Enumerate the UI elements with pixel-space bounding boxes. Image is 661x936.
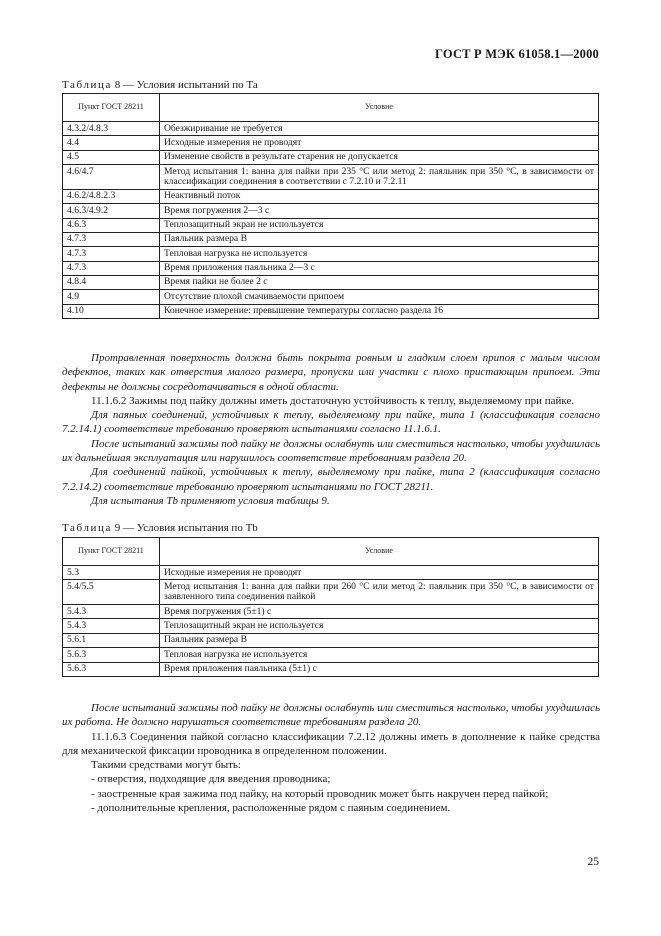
cell-clause: 5.4.3 [63,619,160,633]
paragraph-text: 11.1.6.2 Зажимы под пайку должны иметь достаточную устойчивость к теплу, выделяемому при пайке. [91,394,575,407]
table-row [63,648,599,662]
column-header-condition: Условие [160,94,599,122]
paragraph [62,730,600,759]
paragraph-text: Для соединений пайкой, устойчивых к теплу, выделяемому при пайке, типа 2 (классификация согласно 7.2.14.2) соответствие требованию проверяют испытаниями по ГОСТ 28211. [62,466,600,493]
table-row [63,605,599,619]
list-item [62,801,600,815]
cell-clause: 4.8.4 [63,275,160,289]
page-number: 25 [587,856,599,868]
cell-clause: 4.7.3 [63,261,160,275]
document-header: ГОСТ Р МЭК 61058.1—2000 [435,47,599,61]
table-row [63,232,599,246]
paragraph-text: Для паяных соединений, устойчивых к теплу, выделяемому при пайке, типа 1 (классификация согласно 7.2.14.1) соответствие требованию проверяют испытаниями согласно 11.1.6.1. [62,409,600,436]
text-block-1 [62,351,600,508]
cell-condition: Теплозащитный экран не используется [160,218,599,232]
list-item-text: - заостренные края зажима под пайку, на который проводник может быть накручен перед пайкой; [91,787,549,800]
cell-condition: Тепловая нагрузка не используется [160,247,599,261]
cell-condition: Метод испытания 1: ванна для пайки при 260 °С или метод 2: паяльник при 350 °С, в зависимости от заявленного типа соединения пайкой [160,580,599,605]
cell-clause: 4.7.3 [63,232,160,246]
list-item-text: - дополнительные крепления, расположенные рядом с паяным соединением. [91,802,451,815]
cell-condition: Время пайки не более 2 с [160,275,599,289]
paragraph [62,758,600,772]
table-8-caption [62,79,258,91]
table-row [63,247,599,261]
list-item [62,772,600,786]
cell-condition: Исходные измерения не проводят [160,566,599,580]
paragraph [62,465,600,494]
cell-condition: Время погружения 2—3 с [160,204,599,218]
table-row [63,189,599,203]
table-row [63,218,599,232]
paragraph-text: Для испытания Тb применяют условия таблицы 9. [91,494,330,507]
column-header-clause: Пункт ГОСТ 28211 [63,538,160,566]
cell-condition: Время приложения паяльника (5±1) с [160,662,599,676]
table-row [63,304,599,318]
table-row [63,662,599,676]
cell-condition: Изменение свойств в результате старения не допускается [160,150,599,164]
cell-condition: Время приложения паяльника 2—3 с [160,261,599,275]
cell-clause: 4.9 [63,290,160,304]
cell-condition: Конечное измерение: превышение температуры согласно раздела 16 [160,304,599,318]
cell-condition: Паяльник размера В [160,232,599,246]
table-9-caption [62,522,258,534]
cell-clause: 5.6.3 [63,662,160,676]
cell-condition: Исходные измерения не проводят [160,136,599,150]
table-header-row [63,538,599,566]
paragraph [62,701,600,730]
table-row [63,204,599,218]
list-item-text: - отверстия, подходящие для введения проводника; [91,773,331,786]
paragraph [62,494,600,508]
table-row [63,580,599,605]
table-8-caption-title: 8 — Условия испытаний по Та [112,79,258,91]
cell-clause: 4.6/4.7 [63,165,160,190]
table-header-row [63,94,599,122]
text-block-2 [62,701,600,815]
table-row [63,136,599,150]
paragraph-text: После испытаний зажимы под пайку не должны ослабнуть или сместиться настолько, чтобы ухудшилась их дальнейшая эксплуатация или нарушилось соответствие требованиям раздела 20. [62,437,600,465]
cell-clause: 5.6.3 [63,648,160,662]
table-row [63,290,599,304]
table-8 [62,93,599,319]
column-header-condition: Условие [160,538,599,566]
cell-clause: 4.7.3 [63,247,160,261]
cell-clause: 4.3.2/4.8.3 [63,122,160,136]
table-9-caption-title: 9 — Условия испытания по Тb [112,522,258,534]
table-row [63,275,599,289]
cell-condition: Метод испытания 1: ванна для пайки при 235 °С или метод 2: паяльник при 350 °С, в зависимости от классификации соединения в соответствии с 7.2.10 и 7.2.11 [160,165,599,190]
table-row [63,566,599,580]
paragraph [62,408,600,437]
table-row [63,633,599,647]
cell-clause: 4.4 [63,136,160,150]
table-8-caption-word: Таблица [62,79,112,91]
cell-condition: Время погружения (5±1) с [160,605,599,619]
cell-condition: Обезжиривание не требуется [160,122,599,136]
cell-clause: 5.4.3 [63,605,160,619]
paragraph [62,351,600,394]
list-item [62,787,600,801]
cell-clause: 4.10 [63,304,160,318]
cell-condition: Тепловая нагрузка не используется [160,648,599,662]
cell-condition: Паяльник размера В [160,633,599,647]
table-row [63,261,599,275]
paragraph-text: 11.1.6.3 Соединения пайкой согласно классификации 7.2.12 должны иметь в дополнение к пайке средства для механической фиксации проводника в определенном положении. [62,730,600,757]
cell-clause: 5.4/5.5 [63,580,160,605]
cell-condition: Теплозащитный экран не используется [160,619,599,633]
paragraph-text: Протравленная поверхность должна быть покрыта ровным и гладким слоем припоя с малым числом дефектов, таких как отверстия малого размера, пропуски или участки с плохо пристающим припоем. Эти дефекты не должны сосредотачиваться в одной области. [62,352,600,393]
paragraph [62,437,600,466]
cell-clause: 5.6.1 [63,633,160,647]
paragraph-text: После испытаний зажимы под пайку не должны ослабнуть или сместиться настолько, чтобы ухудшилась их работа. Не должно нарушаться соответствие требованиям раздела 20. [62,702,600,729]
table-row [63,150,599,164]
cell-condition: Неактивный поток [160,189,599,203]
table-9-caption-word: Таблица [62,522,112,534]
cell-clause: 5.3 [63,566,160,580]
table-row [63,165,599,190]
table-9 [62,537,599,677]
paragraph-text: Такими средствами могут быть: [91,759,241,772]
paragraph [62,394,600,408]
table-row [63,122,599,136]
column-header-clause: Пункт ГОСТ 28211 [63,94,160,122]
cell-clause: 4.5 [63,150,160,164]
table-row [63,619,599,633]
cell-clause: 4.6.3/4.9.2 [63,204,160,218]
cell-condition: Отсутствие плохой смачиваемости припоем [160,290,599,304]
cell-clause: 4.6.2/4.8.2.3 [63,189,160,203]
cell-clause: 4.6.3 [63,218,160,232]
